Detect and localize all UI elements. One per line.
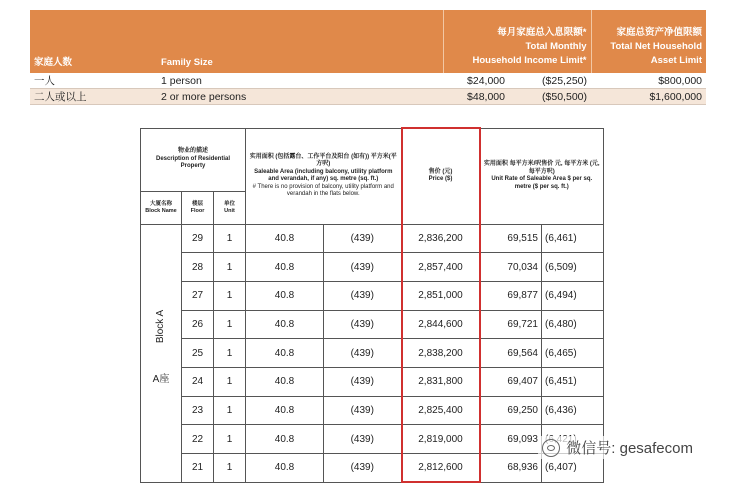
- area-sqft-cell: (439): [324, 367, 402, 396]
- family-size-cn: 二人或以上: [30, 89, 157, 105]
- header-floor-cn: 楼层: [191, 200, 203, 207]
- header-price-cn: 售价 (元): [428, 168, 453, 175]
- header-area-note: # There is no provision of balcony, utility platform and verandah in the flats below.: [252, 183, 394, 197]
- income-limit-alt: ($50,500): [509, 89, 591, 105]
- unit-cell: 1: [214, 339, 246, 368]
- table-row: [141, 253, 604, 282]
- header-unit-rate: [480, 128, 604, 224]
- area-sqft-cell: (439): [324, 281, 402, 310]
- header-block-cn: 大厦名称: [149, 200, 172, 207]
- header-description-cn: 物业的描述: [177, 148, 208, 155]
- table-row: [141, 310, 604, 339]
- area-sqft-cell: (439): [324, 310, 402, 339]
- header-floor-en: Floor: [190, 207, 205, 214]
- rate-sqft-cell: (6,436): [542, 396, 604, 425]
- area-sqm-cell: 40.8: [246, 224, 324, 253]
- watermark-text: 微信号: gesafecom: [566, 440, 693, 457]
- rate-sqm-cell: 69,564: [480, 339, 542, 368]
- header-income-en2: Household Income Limit*: [472, 55, 587, 66]
- block-name-cn: A座: [152, 374, 170, 386]
- price-cell: 2,825,400: [402, 396, 480, 425]
- table-row: [141, 425, 604, 454]
- unit-cell: 1: [214, 367, 246, 396]
- floor-cell: 27: [182, 281, 214, 310]
- rate-sqft-cell: (6,465): [542, 339, 604, 368]
- table-row: [141, 281, 604, 310]
- watermark: [538, 436, 697, 459]
- asset-limit: $800,000: [591, 73, 706, 89]
- wechat-icon: [542, 439, 560, 457]
- area-sqm-cell: 40.8: [246, 281, 324, 310]
- floor-cell: 22: [182, 425, 214, 454]
- price-cell: 2,851,000: [402, 281, 480, 310]
- header-saleable-area: [246, 128, 402, 224]
- rate-sqm-cell: 69,250: [480, 396, 542, 425]
- floor-cell: 21: [182, 454, 214, 483]
- family-size-en: 2 or more persons: [157, 89, 443, 105]
- table-row: [141, 224, 604, 253]
- rate-sqm-cell: 69,407: [480, 367, 542, 396]
- header-description: [141, 128, 246, 191]
- income-limit: $48,000: [443, 89, 509, 105]
- floor-cell: 29: [182, 224, 214, 253]
- area-sqft-cell: (439): [324, 454, 402, 483]
- income-limit: $24,000: [443, 73, 509, 89]
- area-sqm-cell: 40.8: [246, 310, 324, 339]
- unit-cell: 1: [214, 310, 246, 339]
- header-asset-cn: 家庭总资产净值限额: [616, 27, 702, 38]
- table-row: [30, 73, 706, 89]
- income-limit-table: [30, 10, 706, 105]
- price-cell: 2,819,000: [402, 425, 480, 454]
- header-asset-en2: Asset Limit: [650, 55, 702, 66]
- income-table-header: [30, 10, 706, 73]
- rate-sqft-cell: (6,461): [542, 224, 604, 253]
- area-sqm-cell: 40.8: [246, 454, 324, 483]
- unit-cell: 1: [214, 425, 246, 454]
- header-family-size-en: Family Size: [161, 57, 213, 68]
- unit-cell: 1: [214, 281, 246, 310]
- rate-sqm-cell: 70,034: [480, 253, 542, 282]
- price-cell: 2,844,600: [402, 310, 480, 339]
- floor-cell: 26: [182, 310, 214, 339]
- price-list-table: [140, 127, 604, 483]
- price-table-header: [141, 128, 604, 191]
- family-size-en: 1 person: [157, 73, 443, 89]
- table-row: [30, 89, 706, 105]
- area-sqft-cell: (439): [324, 253, 402, 282]
- income-limit-alt: ($25,250): [509, 73, 591, 89]
- floor-cell: 23: [182, 396, 214, 425]
- header-block: [141, 191, 182, 224]
- header-family-size-cn: 家庭人数: [34, 57, 73, 68]
- floor-cell: 24: [182, 367, 214, 396]
- price-cell: 2,838,200: [402, 339, 480, 368]
- rate-sqm-cell: 69,515: [480, 224, 542, 253]
- unit-cell: 1: [214, 253, 246, 282]
- area-sqm-cell: 40.8: [246, 339, 324, 368]
- header-price: [402, 128, 480, 224]
- rate-sqm-cell: 69,877: [480, 281, 542, 310]
- table-row: [141, 396, 604, 425]
- price-cell: 2,812,600: [402, 454, 480, 483]
- area-sqft-cell: (439): [324, 425, 402, 454]
- header-block-en: Block Name: [145, 207, 177, 214]
- block-name-en: Block A: [155, 309, 167, 344]
- area-sqm-cell: 40.8: [246, 367, 324, 396]
- rate-sqm-cell: 69,721: [480, 310, 542, 339]
- price-cell: 2,831,800: [402, 367, 480, 396]
- area-sqft-cell: (439): [324, 224, 402, 253]
- header-unit: [214, 191, 246, 224]
- area-sqft-cell: (439): [324, 339, 402, 368]
- rate-sqft-cell: (6,407): [542, 454, 604, 483]
- header-floor: [182, 191, 214, 224]
- floor-cell: 25: [182, 339, 214, 368]
- rate-sqm-cell: 68,936: [480, 454, 542, 483]
- rate-sqft-cell: (6,480): [542, 310, 604, 339]
- rate-sqft-cell: (6,494): [542, 281, 604, 310]
- rate-sqft-cell: (6,509): [542, 253, 604, 282]
- unit-cell: 1: [214, 454, 246, 483]
- price-cell: 2,836,200: [402, 224, 480, 253]
- family-size-cn: 一人: [30, 73, 157, 89]
- header-area-cn: 实用面积 (包括露台、工作平台及阳台 (如有)) 平方米(平方呎): [249, 153, 397, 167]
- unit-cell: 1: [214, 224, 246, 253]
- header-unit-rate-en: Unit Rate of Saleable Area $ per sq. metre ($ per sq. ft.): [491, 176, 593, 190]
- header-unit-cn: 单位: [223, 200, 235, 207]
- area-sqm-cell: 40.8: [246, 425, 324, 454]
- price-table-body: [141, 224, 604, 482]
- header-asset-en1: Total Net Household: [610, 41, 702, 52]
- header-price-en: Price ($): [428, 176, 453, 183]
- rate-sqft-cell: (6,451): [542, 367, 604, 396]
- floor-cell: 28: [182, 253, 214, 282]
- asset-limit: $1,600,000: [591, 89, 706, 105]
- header-income-en1: Total Monthly: [525, 41, 587, 52]
- price-cell: 2,857,400: [402, 253, 480, 282]
- area-sqm-cell: 40.8: [246, 253, 324, 282]
- block-name-cell: [141, 224, 182, 482]
- table-row: [141, 454, 604, 483]
- area-sqft-cell: (439): [324, 396, 402, 425]
- header-unit-en: Unit: [224, 207, 235, 214]
- header-area-en: Saleable Area (including balcony, utility platform and verandah, if any) sq. metre (sq. ft.): [254, 168, 393, 182]
- header-asset-limit: [591, 10, 706, 73]
- table-row: [141, 339, 604, 368]
- header-income-cn: 每月家庭总入息限额*: [497, 27, 587, 38]
- unit-cell: 1: [214, 396, 246, 425]
- table-row: [141, 367, 604, 396]
- header-description-en: Description of Residential Property: [155, 155, 230, 170]
- rate-sqm-cell: 69,093: [480, 425, 542, 454]
- area-sqm-cell: 40.8: [246, 396, 324, 425]
- header-monthly-income: [443, 10, 591, 73]
- header-unit-rate-cn: 实用面积 每平方米/呎售价 元, 每平方米 (元, 每平方呎): [483, 161, 600, 175]
